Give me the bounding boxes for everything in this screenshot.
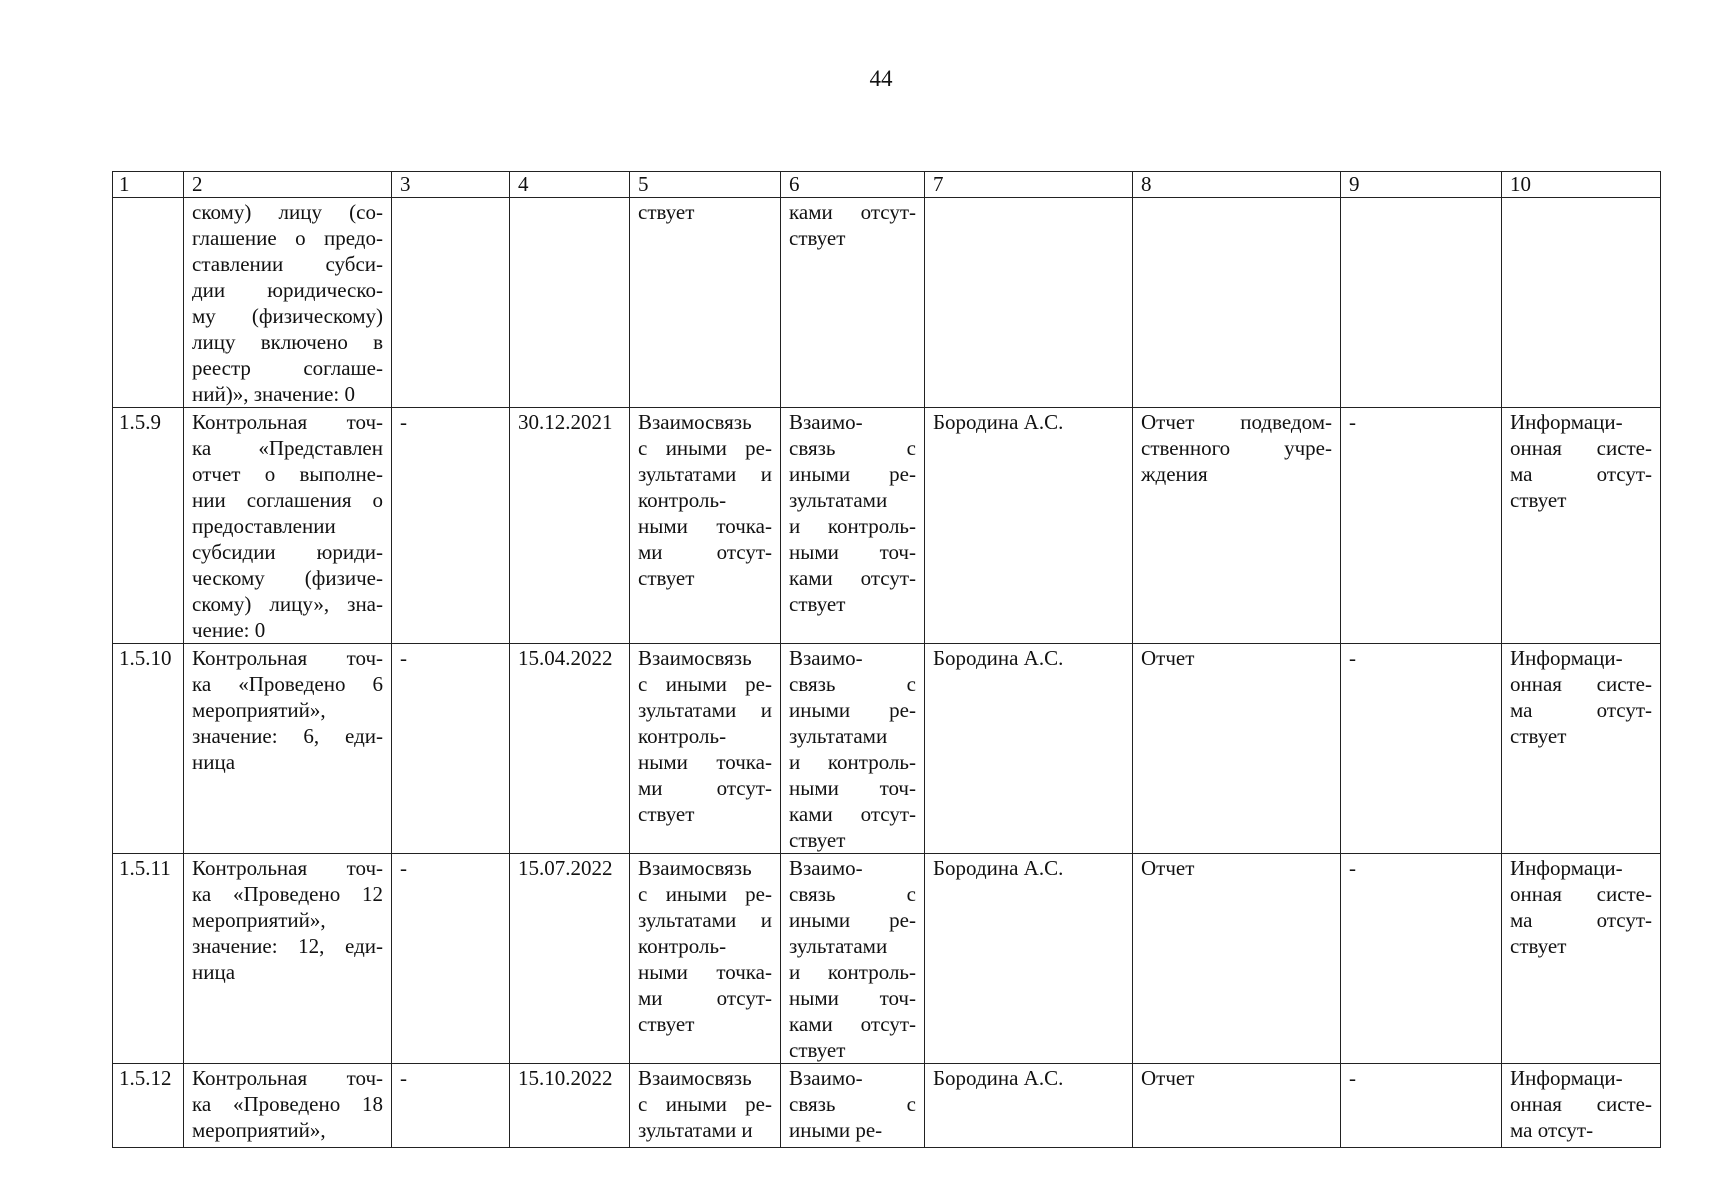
document-cell [1133, 854, 1341, 1064]
cell-text-line: ка «Представлен [192, 436, 383, 460]
cell-text-line: онная систе- [1510, 882, 1652, 906]
control-point-name-cell [184, 198, 392, 408]
responsible-cell: Бородина А.С. [925, 408, 1133, 644]
cell-text-line: скому) лицу (со- [192, 200, 383, 224]
cell-text-line: онная систе- [1510, 672, 1652, 696]
link-with-control-points-cell [781, 854, 925, 1064]
column-3-cell [392, 198, 510, 408]
link-with-results-cell [630, 1064, 781, 1148]
cell-text-line: ственного учре- [1141, 436, 1332, 460]
cell-text-line: ствует [1510, 488, 1567, 512]
cell-text-line: ница [192, 960, 236, 984]
cell-text-line: Контрольная точ- [192, 646, 383, 670]
cell-text-line: нии соглашения о [192, 488, 383, 512]
link-with-results-cell [630, 854, 781, 1064]
cell-text-line: зультатами [789, 724, 888, 748]
cell-text-line: иными ре- [789, 698, 916, 722]
row-id-cell: 1.5.12 [113, 1064, 184, 1148]
cell-text-line: значение: 12, еди- [192, 934, 383, 958]
cell-text-line: ми отсут- [638, 776, 772, 800]
cell-text-line: зультатами и [638, 462, 772, 486]
date-cell [510, 198, 630, 408]
link-with-results-cell [630, 198, 781, 408]
cell-text-line: ний)», значение: 0 [192, 382, 355, 406]
column-number-header: 6 [781, 172, 925, 198]
column-3-cell: - [392, 408, 510, 644]
responsible-cell [925, 198, 1133, 408]
cell-text-line: онная систе- [1510, 436, 1652, 460]
cell-text-line: ждения [1141, 462, 1208, 486]
cell-text-line: ными точка- [638, 750, 772, 774]
cell-text-line: Контрольная точ- [192, 410, 383, 434]
cell-text-line: глашение о предо- [192, 226, 383, 250]
control-point-name-cell [184, 854, 392, 1064]
cell-text-line: ками отсут- [789, 1012, 916, 1036]
table-header-row [113, 172, 1661, 198]
cell-text-line: ка «Проведено 18 [192, 1092, 383, 1116]
cell-text-line: ка «Проведено 12 [192, 882, 383, 906]
table-row [113, 644, 1661, 854]
document-cell [1133, 408, 1341, 644]
cell-text-line: связь с [789, 436, 916, 460]
cell-text-line: ствует [638, 802, 695, 826]
column-number-header: 3 [392, 172, 510, 198]
cell-text-line: Взаимо- [789, 646, 863, 670]
cell-text-line: ница [192, 750, 236, 774]
cell-text-line: Взаимо- [789, 1066, 863, 1090]
cell-text-line: ми отсут- [638, 986, 772, 1010]
table-row [113, 198, 1661, 408]
cell-text-line: мероприятий», [192, 908, 326, 932]
cell-text-line: зультатами [789, 488, 888, 512]
column-number-header: 7 [925, 172, 1133, 198]
cell-text-line: онная систе- [1510, 1092, 1652, 1116]
cell-text-line: ствует [1510, 934, 1567, 958]
cell-text-line: лицу включено в [192, 330, 383, 354]
cell-text-line: ма отсут- [1510, 908, 1652, 932]
date-cell: 15.10.2022 [510, 1064, 630, 1148]
cell-text-line: ма отсут- [1510, 462, 1652, 486]
cell-text-line: Информаци- [1510, 1066, 1623, 1090]
cell-text-line: связь с [789, 672, 916, 696]
column-number-header: 8 [1133, 172, 1341, 198]
cell-text-line: ствует [789, 592, 846, 616]
cell-text-line: иными ре- [789, 908, 916, 932]
cell-text-line: зультатами [789, 934, 888, 958]
information-system-cell [1502, 408, 1661, 644]
cell-text-line: Взаимосвязь [638, 1066, 752, 1090]
link-with-control-points-cell [781, 408, 925, 644]
cell-text-line: отчет о выполне- [192, 462, 383, 486]
link-with-control-points-cell [781, 644, 925, 854]
information-system-cell [1502, 1064, 1661, 1148]
control-points-table [112, 171, 1661, 1148]
control-point-name-cell [184, 408, 392, 644]
control-point-name-cell [184, 644, 392, 854]
cell-text-line: ставлении субси- [192, 252, 383, 276]
cell-text-line: Взаимо- [789, 856, 863, 880]
cell-text-line: Информаци- [1510, 646, 1623, 670]
cell-text-line: предоставлении [192, 514, 336, 538]
cell-text-line: Взаимосвязь [638, 646, 752, 670]
table-row [113, 1064, 1661, 1148]
information-system-cell [1502, 198, 1661, 408]
column-number-header: 10 [1502, 172, 1661, 198]
cell-text-line: ствует [789, 226, 846, 250]
cell-text-line: ствует [638, 566, 695, 590]
date-cell: 15.04.2022 [510, 644, 630, 854]
cell-text-line: Отчет [1141, 646, 1195, 670]
cell-text-line: Взаимосвязь [638, 856, 752, 880]
column-number-header: 5 [630, 172, 781, 198]
link-with-results-cell [630, 644, 781, 854]
cell-text-line: контроль- [638, 488, 727, 512]
cell-text-line: мероприятий», [192, 1118, 326, 1142]
cell-text-line: Информаци- [1510, 856, 1623, 880]
cell-text-line: реестр соглаше- [192, 356, 383, 380]
responsible-cell: Бородина А.С. [925, 1064, 1133, 1148]
cell-text-line: Контрольная точ- [192, 856, 383, 880]
cell-text-line: ствует [789, 1038, 846, 1062]
column-number-header: 9 [1341, 172, 1502, 198]
cell-text-line: ками отсут- [789, 802, 916, 826]
cell-text-line: с иными ре- [638, 436, 772, 460]
link-with-control-points-cell [781, 1064, 925, 1148]
cell-text-line: му (физическому) [192, 304, 383, 328]
cell-text-line: Взаимо- [789, 410, 863, 434]
table-row [113, 408, 1661, 644]
column-number-header: 2 [184, 172, 392, 198]
column-3-cell: - [392, 1064, 510, 1148]
column-number-header: 4 [510, 172, 630, 198]
cell-text-line: Отчет [1141, 1066, 1195, 1090]
row-id-cell: 1.5.11 [113, 854, 184, 1064]
cell-text-line: Информаци- [1510, 410, 1623, 434]
row-id-cell: 1.5.10 [113, 644, 184, 854]
column-9-cell: - [1341, 408, 1502, 644]
cell-text-line: ческому (физиче- [192, 566, 383, 590]
cell-text-line: дии юридическо- [192, 278, 383, 302]
cell-text-line: зультатами и [638, 698, 772, 722]
column-3-cell: - [392, 854, 510, 1064]
cell-text-line: Отчет [1141, 856, 1195, 880]
responsible-cell: Бородина А.С. [925, 854, 1133, 1064]
row-id-cell [113, 198, 184, 408]
column-9-cell [1341, 198, 1502, 408]
cell-text-line: контроль- [638, 724, 727, 748]
cell-text-line: Контрольная точ- [192, 1066, 383, 1090]
cell-text-line: ка «Проведено 6 [192, 672, 383, 696]
cell-text-line: контроль- [638, 934, 727, 958]
cell-text-line: чение: 0 [192, 618, 266, 642]
information-system-cell [1502, 644, 1661, 854]
cell-text-line: с иными ре- [638, 1092, 772, 1116]
date-cell: 15.07.2022 [510, 854, 630, 1064]
cell-text-line: с иными ре- [638, 882, 772, 906]
cell-text-line: ными точка- [638, 514, 772, 538]
cell-text-line: связь с [789, 1092, 916, 1116]
cell-text-line: скому) лицу», зна- [192, 592, 383, 616]
row-id-cell: 1.5.9 [113, 408, 184, 644]
document-cell [1133, 644, 1341, 854]
cell-text-line: ствует [1510, 724, 1567, 748]
column-9-cell: - [1341, 854, 1502, 1064]
page-number: 44 [869, 66, 893, 91]
cell-text-line: ными точ- [789, 986, 916, 1010]
table-row [113, 854, 1661, 1064]
cell-text-line: и контроль- [789, 514, 916, 538]
column-9-cell: - [1341, 644, 1502, 854]
cell-text-line: ками отсут- [789, 566, 916, 590]
cell-text-line: ствует [789, 828, 846, 852]
cell-text-line: ма отсут- [1510, 698, 1652, 722]
cell-text-line: значение: 6, еди- [192, 724, 383, 748]
cell-text-line: зультатами и [638, 908, 772, 932]
cell-text-line: ными точ- [789, 540, 916, 564]
cell-text-line: с иными ре- [638, 672, 772, 696]
cell-text-line: ми отсут- [638, 540, 772, 564]
cell-text-line: Взаимосвязь [638, 410, 752, 434]
document-cell [1133, 198, 1341, 408]
cell-text-line: Отчет подведом- [1141, 410, 1332, 434]
responsible-cell: Бородина А.С. [925, 644, 1133, 854]
cell-text-line: иными ре- [789, 462, 916, 486]
link-with-results-cell [630, 408, 781, 644]
cell-text-line: ствует [638, 200, 695, 224]
link-with-control-points-cell [781, 198, 925, 408]
cell-text-line: и контроль- [789, 750, 916, 774]
cell-text-line: ма отсут- [1510, 1118, 1594, 1142]
cell-text-line: мероприятий», [192, 698, 326, 722]
cell-text-line: иными ре- [789, 1118, 883, 1142]
column-number-header: 1 [113, 172, 184, 198]
document-cell [1133, 1064, 1341, 1148]
control-point-name-cell [184, 1064, 392, 1148]
cell-text-line: ствует [638, 1012, 695, 1036]
cell-text-line: зультатами и [638, 1118, 753, 1142]
cell-text-line: субсидии юриди- [192, 540, 383, 564]
cell-text-line: ками отсут- [789, 200, 916, 224]
column-3-cell: - [392, 644, 510, 854]
column-9-cell: - [1341, 1064, 1502, 1148]
date-cell: 30.12.2021 [510, 408, 630, 644]
cell-text-line: ными точка- [638, 960, 772, 984]
cell-text-line: и контроль- [789, 960, 916, 984]
cell-text-line: ными точ- [789, 776, 916, 800]
information-system-cell [1502, 854, 1661, 1064]
cell-text-line: связь с [789, 882, 916, 906]
